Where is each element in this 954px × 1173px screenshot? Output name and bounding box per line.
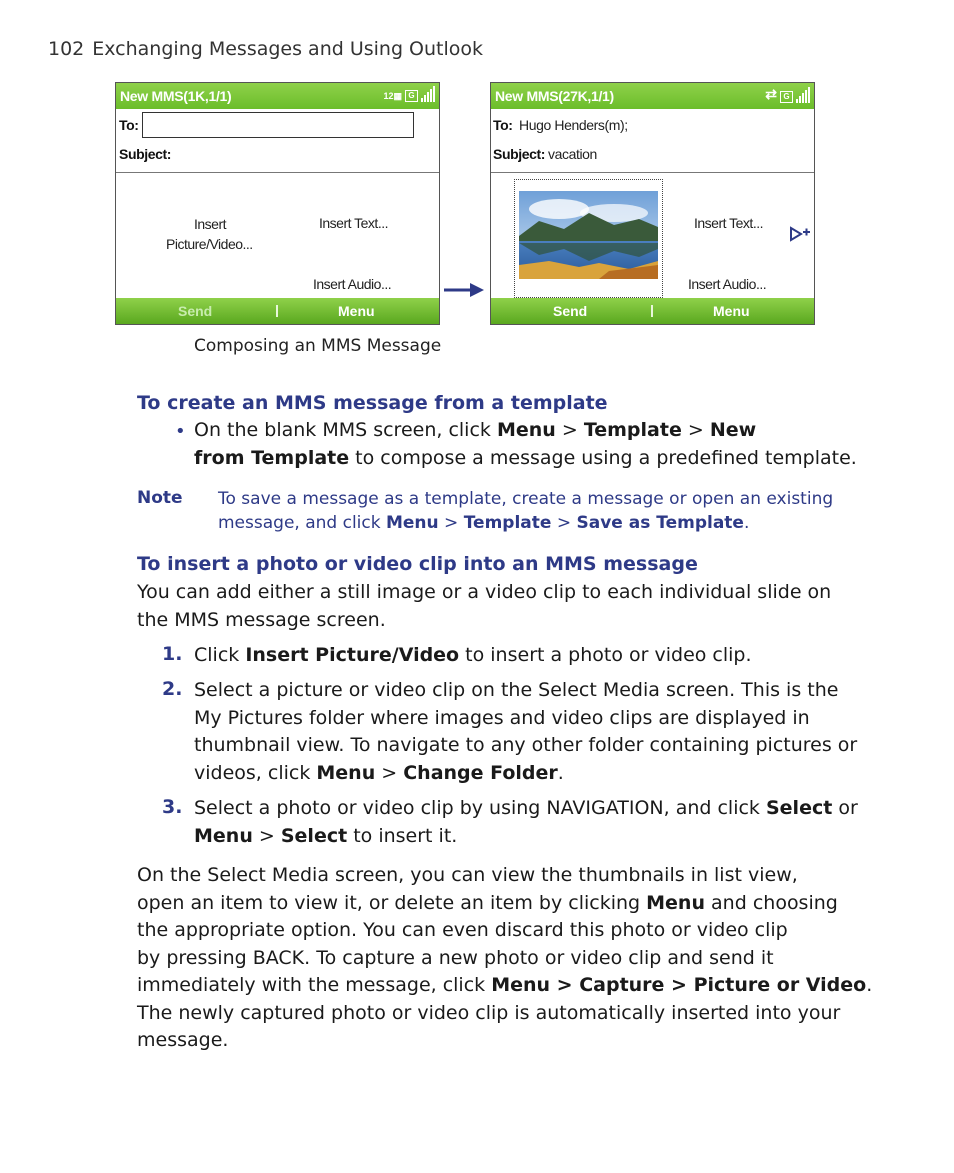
to-value[interactable]: Hugo Henders(m); bbox=[519, 117, 628, 133]
message-size-icon: 12▦ bbox=[383, 91, 402, 101]
softkey-separator bbox=[276, 305, 278, 317]
menu-softkey[interactable]: Menu bbox=[338, 303, 375, 319]
insert-picture-video-option[interactable]: Insert Picture/Video... bbox=[166, 216, 253, 252]
template-heading: To create an MMS message from a template bbox=[137, 392, 608, 414]
step-2-text: Select a picture or video clip on the Select Media screen. This is the My Pictures folder where images and video clips are displayed in thumbnail view. To navigate to any other folder containing pictures or videos, click Menu > Change Folder. bbox=[194, 679, 858, 784]
send-softkey[interactable]: Send bbox=[553, 303, 588, 319]
step-number: 1. bbox=[162, 643, 183, 665]
next-slide-icon[interactable] bbox=[789, 226, 811, 242]
subject-label: Subject: bbox=[119, 146, 172, 162]
status-icons bbox=[383, 86, 435, 102]
arrow-right-icon bbox=[442, 280, 486, 300]
title-bar bbox=[491, 83, 814, 109]
insert-photo-intro: You can add either a still image or a video clip to each individual slide on the MMS message screen. bbox=[137, 581, 832, 631]
insert-audio-option[interactable]: Insert Audio... bbox=[313, 276, 392, 292]
screen-title: New MMS(1K,1/1) bbox=[120, 88, 232, 104]
to-input[interactable] bbox=[142, 112, 414, 138]
phone-screen-composed-mms bbox=[490, 82, 815, 325]
section-title: Exchanging Messages and Using Outlook bbox=[92, 38, 484, 60]
page-header bbox=[48, 38, 483, 60]
subject-value[interactable]: vacation bbox=[548, 146, 597, 162]
step-number: 2. bbox=[162, 678, 183, 700]
title-bar bbox=[116, 83, 439, 109]
gprs-icon: G bbox=[780, 91, 793, 103]
softkey-separator bbox=[651, 305, 653, 317]
step-3-text: Select a photo or video clip by using NAVIGATION, and click Select or Menu > Select to insert it. bbox=[194, 797, 858, 847]
step-1-text: Click Insert Picture/Video to insert a photo or video clip. bbox=[194, 644, 752, 666]
to-label: To: bbox=[493, 117, 513, 133]
send-softkey[interactable]: Send bbox=[178, 303, 213, 319]
connection-icon: ⇄ bbox=[765, 86, 777, 102]
closing-paragraph: On the Select Media screen, you can view the thumbnails in list view, open an item to view it, or delete an item by clicking Menu and choosing the appropriate option. You can even discard this photo or video clip by pressing BACK. To capture a new photo or video clip and send it immediately with the message, click Menu > Capture > Picture or Video. The newly captured photo or video clip is automatically inserted into your message. bbox=[137, 864, 873, 1051]
insert-photo-heading: To insert a photo or video clip into an MMS message bbox=[137, 553, 698, 575]
gprs-icon: G bbox=[405, 90, 418, 102]
soft-key-bar bbox=[491, 298, 814, 324]
inserted-photo bbox=[519, 191, 658, 279]
to-label: To: bbox=[119, 117, 139, 133]
insert-audio-option[interactable]: Insert Audio... bbox=[688, 276, 767, 292]
soft-key-bar bbox=[116, 298, 439, 324]
phone-screen-blank-mms bbox=[115, 82, 440, 325]
header-divider bbox=[491, 172, 814, 173]
note-label: Note bbox=[137, 488, 183, 508]
signal-strength-icon bbox=[421, 86, 435, 102]
menu-softkey[interactable]: Menu bbox=[713, 303, 750, 319]
screen-title: New MMS(27K,1/1) bbox=[495, 88, 614, 104]
signal-strength-icon bbox=[796, 87, 810, 103]
note-text: To save a message as a template, create a message or open an existing message, and click Menu > Template > Save as Template. bbox=[218, 489, 834, 533]
insert-text-option[interactable]: Insert Text... bbox=[319, 215, 388, 231]
template-instruction: On the blank MMS screen, click Menu > Template > New from Template to compose a message using a predefined template. bbox=[194, 419, 857, 469]
figure-caption: Composing an MMS Message bbox=[194, 336, 442, 356]
insert-text-option[interactable]: Insert Text... bbox=[694, 215, 763, 231]
page-number: 102 bbox=[48, 38, 85, 60]
subject-label: Subject: bbox=[493, 146, 546, 162]
header-divider bbox=[116, 172, 439, 173]
step-number: 3. bbox=[162, 796, 183, 818]
status-icons bbox=[765, 86, 810, 103]
bullet-icon: • bbox=[175, 421, 186, 442]
